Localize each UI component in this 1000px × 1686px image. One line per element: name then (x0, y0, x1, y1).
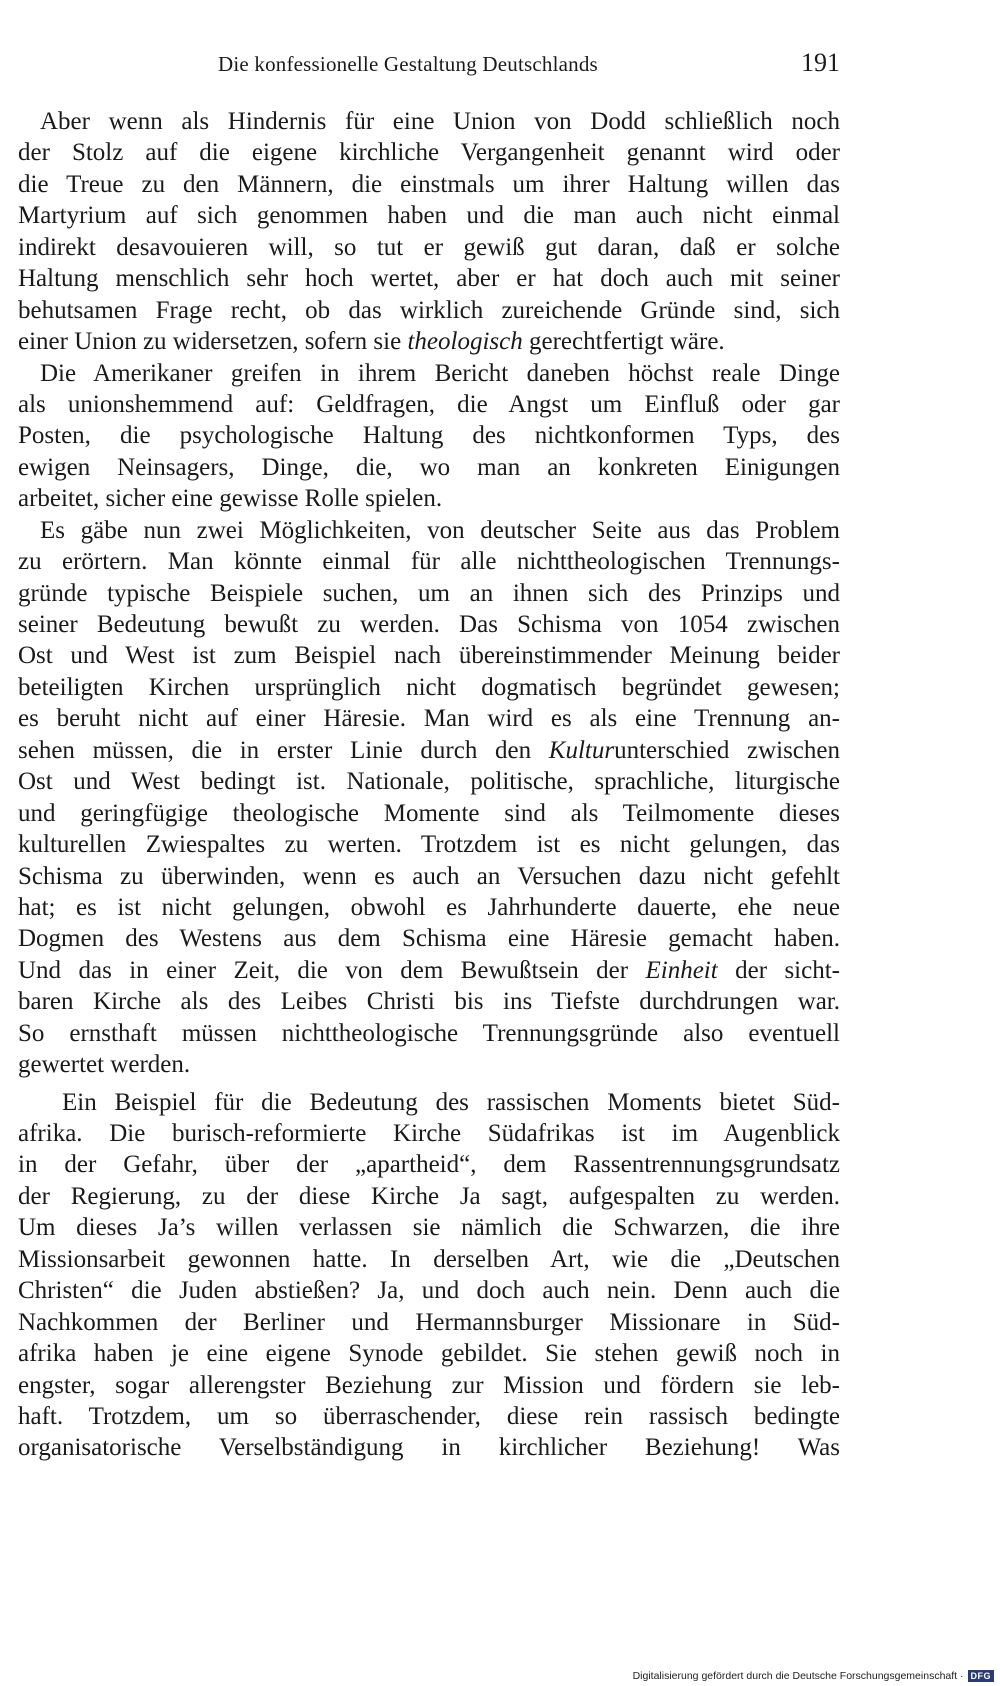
text-line: seiner Bedeutung bewußt zu werden. Das Schisma von 1054 zwischen (18, 611, 840, 638)
text-line: beteiligten Kirchen ursprünglich nicht dogmatisch begründet gewesen; (18, 673, 840, 701)
text-line: afrika. Die burisch-reformierte Kirche Südafrikas ist im Augenblick (18, 1120, 840, 1147)
text-line: indirekt desavouieren will, so tut er gewiß gut daran, daß er solche (18, 233, 840, 261)
text-line: Haltung menschlich sehr hoch wertet, aber er hat doch auch mit seiner (18, 265, 840, 293)
text-line: kulturellen Zwiespaltes zu werten. Trotzdem ist es nicht gelungen, das (18, 831, 840, 859)
text-line: zu erörtern. Man könnte einmal für alle nichttheologischen Trennungs- (18, 548, 840, 576)
text-line: gründe typische Beispiele suchen, um an ihnen sich des Prinzips und (18, 579, 840, 607)
text-line: haft. Trotzdem, um so überraschender, diese rein rassisch bedingte (18, 1402, 840, 1430)
text-run: gerechtfertigt wäre. (522, 328, 725, 356)
text-line: ewigen Neinsagers, Dinge, die, wo man an konkreten Einigungen (18, 453, 840, 481)
text-line: Es gäbe nun zwei Möglichkeiten, von deutscher Seite aus das Problem (40, 516, 840, 544)
text-line: der Stolz auf die eigene kirchliche Vergangenheit genannt wird oder (18, 139, 840, 167)
text-line: afrika haben je eine eigene Synode gebildet. Sie stehen gewiß noch in (18, 1340, 840, 1368)
body-text (18, 106, 840, 1464)
credit-text: Digitalisierung gefördert durch die Deutsche Forschungsgemeinschaft · (632, 1670, 964, 1682)
running-header (18, 48, 840, 84)
text-run: sehen müssen, die in erster Linie durch den (18, 736, 549, 764)
text-line: als unionshemmend auf: Geldfragen, die Angst um Einfluß oder gar (18, 390, 840, 418)
text-line: Aber wenn als Hindernis für eine Union von Dodd schließlich noch (40, 108, 840, 135)
emphasis: theologisch (407, 328, 523, 356)
emphasis: Einheit (645, 956, 718, 984)
text-line: Nachkommen der Berliner und Hermannsburger Missionare in Süd- (18, 1308, 840, 1336)
text-line: hat; es ist nicht gelungen, obwohl es Jahrhunderte dauerte, ehe neue (18, 893, 840, 921)
text-line: Um dieses Ja’s willen verlassen sie nämlich die Schwarzen, die ihre (18, 1214, 840, 1242)
text-line: Schisma zu überwinden, wenn es auch an Versuchen dazu nicht gefehlt (18, 862, 840, 890)
emphasis: Kultur (548, 736, 615, 764)
text-line: gewertet werden. (18, 1051, 191, 1079)
text-line: Posten, die psychologische Haltung des nichtkonformen Typs, des (18, 422, 840, 450)
text-run: Und das in einer Zeit, die von dem Bewußtsein der (18, 956, 646, 984)
text-run: der sicht- (717, 956, 840, 984)
text-line: organisatorische Verselbständigung in kirchlicher Beziehung! Was (18, 1434, 840, 1462)
digitization-credit (633, 1670, 994, 1682)
text-line: Missionsarbeit gewonnen hatte. In derselben Art, wie die „Deutschen (18, 1245, 840, 1273)
text-line: Ost und West ist zum Beispiel nach übereinstimmender Meinung beider (18, 642, 840, 670)
text-run: einer Union zu widersetzen, sofern sie (18, 328, 408, 356)
running-title: Die konfessionelle Gestaltung Deutschlands (218, 52, 598, 76)
text-line: Christen“ die Juden abstießen? Ja, und doch auch nein. Denn auch die (18, 1277, 840, 1305)
text-line: Die Amerikaner greifen in ihrem Bericht daneben höchst reale Dinge (40, 359, 840, 387)
text-line: So ernsthaft müssen nichttheologische Trennungsgründe also eventuell (18, 1019, 840, 1047)
text-line: engster, sogar allerengster Beziehung zur Mission und fördern sie leb- (18, 1371, 840, 1399)
text-line: die Treue zu den Männern, die einstmals um ihrer Haltung willen das (18, 170, 840, 198)
text-line: baren Kirche als des Leibes Christi bis ins Tiefste durchdrungen war. (18, 988, 840, 1016)
text-line: Ein Beispiel für die Bedeutung des rassischen Moments bietet Süd- (62, 1088, 840, 1116)
text-line: der Regierung, zu der diese Kirche Ja sagt, aufgespalten zu werden. (18, 1182, 840, 1210)
text-line (18, 955, 840, 986)
text-line: Ost und West bedingt ist. Nationale, politische, sprachliche, liturgische (18, 768, 840, 796)
dfg-logo: DFG (968, 1670, 995, 1682)
text-line: und geringfügige theologische Momente sind als Teilmomente dieses (18, 799, 840, 827)
text-line: Martyrium auf sich genommen haben und die man auch nicht einmal (18, 202, 840, 230)
text-line: in der Gefahr, über der „apartheid“, dem Rassentrennungsgrundsatz (18, 1151, 840, 1179)
text-line: Dogmen des Westens aus dem Schisma eine Häresie gemacht haben. (18, 925, 840, 953)
text-line: behutsamen Frage recht, ob das wirklich zureichende Gründe sind, sich (18, 296, 840, 324)
text-line: es beruht nicht auf einer Häresie. Man wird es als eine Trennung an- (18, 705, 840, 733)
text-run: unterschied zwischen (614, 736, 840, 764)
text-line (18, 326, 840, 357)
text-line (18, 735, 840, 766)
page-number: 191 (801, 48, 840, 77)
text-line: arbeitet, sicher eine gewisse Rolle spielen. (18, 485, 443, 513)
